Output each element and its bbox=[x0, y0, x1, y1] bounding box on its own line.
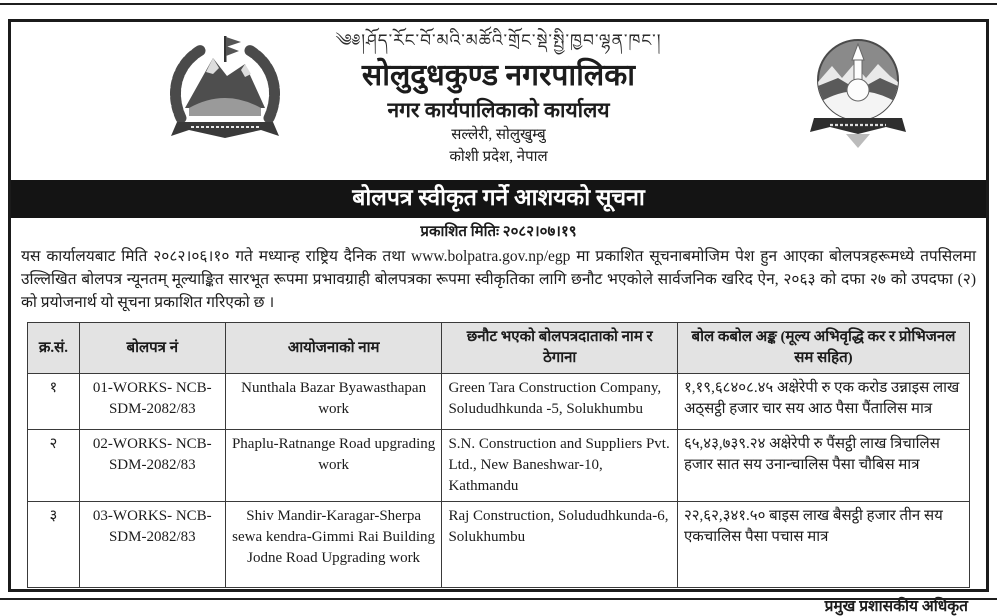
table-header-row bbox=[28, 323, 970, 374]
signature-title: प्रमुख प्रशासकीय अधिकृत bbox=[824, 598, 968, 615]
bids-table bbox=[27, 322, 970, 588]
cell-sn: १ bbox=[28, 374, 80, 430]
office-name: नगर कार्यपालिकाको कार्यालय bbox=[387, 98, 610, 122]
cell-project-name: Nunthala Bazar Byawasthapan work bbox=[225, 374, 442, 430]
cell-project-name: Phaplu-Ratnange Road upgrading work bbox=[225, 430, 442, 502]
cell-bid-no: 02-WORKS- NCB-SDM-2082/83 bbox=[79, 430, 225, 502]
cell-project-name: Shiv Mandir-Karagar-Sherpa sewa kendra-Gimmi Rai Building Jodne Road Upgrading work bbox=[225, 502, 442, 588]
table-row bbox=[28, 374, 970, 430]
top-horizontal-rule bbox=[0, 3, 997, 5]
col-header-project-name: आयोजनाको नाम bbox=[225, 323, 442, 374]
municipality-name: सोलुदुधकुण्ड नगरपालिका bbox=[361, 59, 636, 92]
table-row bbox=[28, 430, 970, 502]
cell-amount: १,१९,६८४०८.४५ अक्षेरेपी रु एक करोड उन्नाइस लाख अठ्सट्ठी हजार चार सय आठ पैसा पैंतालिस मात्र bbox=[677, 374, 969, 430]
notice-title: बोलपत्र स्वीकृत गर्ने आशयको सूचना bbox=[352, 185, 645, 210]
col-header-bid-no: बोलपत्र नं bbox=[79, 323, 225, 374]
table-row bbox=[28, 502, 970, 588]
col-header-amount: बोल कबोल अङ्क (मूल्य अभिवृद्धि कर र प्रोभिजनल सम सहित) bbox=[677, 323, 969, 374]
address-line-1: सल्लेरी, सोलुखुम्बु bbox=[451, 127, 546, 143]
col-header-sn: क्र.सं. bbox=[28, 323, 80, 374]
cell-bidder: Green Tara Construction Company, Solududhkunda -5, Solukhumbu bbox=[442, 374, 678, 430]
notice-body-paragraph: यस कार्यालयबाट मिति २०८२।०६।१० गते मध्यान्ह राष्ट्रिय दैनिक तथा www.bolpatra.gov.np/egp मा प्रकाशित सूचनाबमोजिम पेश हुन आएका बोलपत्रहरूमध्ये तपसिलमा उल्लिखित बोलपत्र न्यूनतम् मूल्याङ्कित सारभूत रूपमा प्रभावग्राही बोलपत्रका रूपमा स्वीकृतिका लागि छनौट भएकोले सार्वजनिक खरिद ऐन, २०६३ को दफा २७ को उपदफा (२) को प्रयोजनार्थ यो सूचना प्रकाशित गरिएको छ । bbox=[21, 248, 976, 311]
address-line-2: कोशी प्रदेश, नेपाल bbox=[449, 149, 548, 165]
notice-title-banner bbox=[11, 180, 986, 218]
cell-amount: ६५,४३,७३९.२४ अक्षेरेपी रु पैंसट्ठी लाख त्रिचालिस हजार सात सय उनान्चालिस पैसा चौबिस मात्र bbox=[677, 430, 969, 502]
cell-amount: २२,६२,३४१.५० बाइस लाख बैसट्ठी हजार तीन सय एकचालिस पैसा पचास मात्र bbox=[677, 502, 969, 588]
cell-sn: २ bbox=[28, 430, 80, 502]
col-header-bidder: छनौट भएको बोलपत्रदाताको नाम र ठेगाना bbox=[442, 323, 678, 374]
cell-bid-no: 03-WORKS- NCB-SDM-2082/83 bbox=[79, 502, 225, 588]
masthead bbox=[11, 22, 986, 180]
municipality-seal-logo bbox=[808, 30, 908, 148]
published-date: प्रकाशित मितिः २०८२।०७।१९ bbox=[420, 224, 577, 240]
tibetan-script-line: ༄༅།ཤོད་རོང་བོ་མའི་མཚོའི་གྲོང་སྡེ་སྤྱི་ཁྱབ་ལྷན་ཁང་། bbox=[335, 31, 662, 51]
cell-bidder: Raj Construction, Solududhkunda-6, Solukhumbu bbox=[442, 502, 678, 588]
cell-bid-no: 01-WORKS- NCB-SDM-2082/83 bbox=[79, 374, 225, 430]
cell-sn: ३ bbox=[28, 502, 80, 588]
notice-document-frame bbox=[8, 19, 989, 615]
masthead-center bbox=[211, 28, 786, 168]
bottom-horizontal-rule bbox=[0, 598, 997, 600]
cell-bidder: S.N. Construction and Suppliers Pvt. Ltd., New Baneshwar-10, Kathmandu bbox=[442, 430, 678, 502]
